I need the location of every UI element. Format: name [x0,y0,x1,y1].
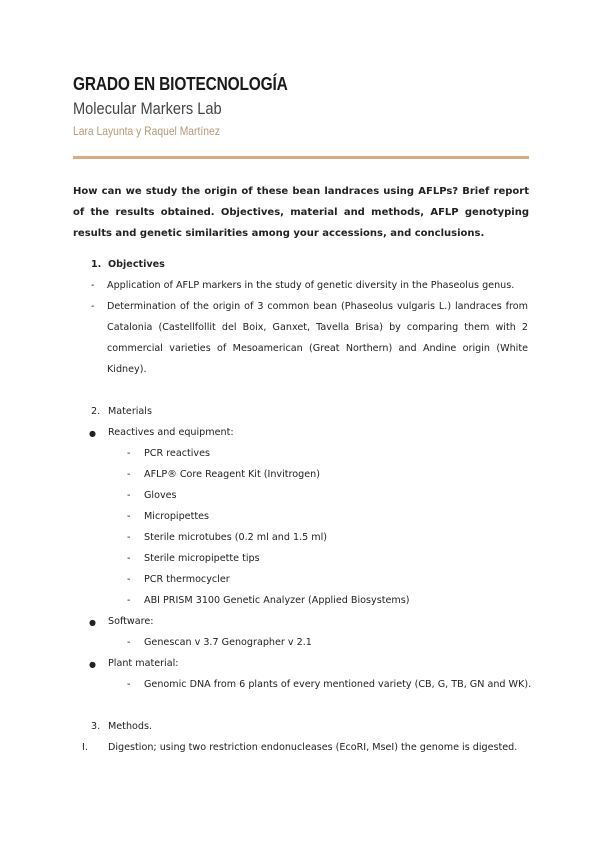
objective-item-1: Application of AFLP markers in the study of genetic diversity in the Phaseolus genus. [107,280,515,291]
reactive-item: Micropipettes [144,511,209,522]
dash-marker: - [127,469,131,480]
dash-marker: - [127,448,131,459]
section-number-objectives: 1. [91,259,102,270]
reactive-item: ABI PRISM 3100 Genetic Analyzer (Applied Biosystems) [144,595,410,606]
bullet-marker: ● [89,660,96,669]
reactive-item: PCR thermocycler [144,574,230,585]
header-divider [73,156,529,159]
section-number-methods: 3. [91,721,101,732]
dash-marker: - [127,532,131,543]
section-heading-methods: Methods. [108,721,153,732]
document-title: GRADO EN BIOTECNOLOGÍA [73,74,288,94]
dash-marker: - [127,595,131,606]
dash-marker: - [91,280,95,291]
dash-marker: - [127,574,131,585]
reactive-item: Sterile microtubes (0.2 ml and 1.5 ml) [144,532,328,543]
method-step-1: Digestion; using two restriction endonucleases (EcoRI, MseI) the genome is digested. [108,742,518,753]
section-number-materials: 2. [91,406,101,417]
reactives-label: Reactives and equipment: [108,427,234,438]
dash-marker: - [127,511,131,522]
assignment-question: How can we study the origin of these bean landraces using AFLPs? Brief report of the results obtained. Objectives, material and methods, AFLP genotyping results and genetic similarities among your accessions, and conclusions. [73,186,529,239]
reactive-item: PCR reactives [144,448,210,459]
objective-item-2: Determination of the origin of 3 common bean (Phaseolus vulgaris L.) landraces from Catalonia (Castellfollit del Boix, Ganxet, Tavella Brisa) by comparing them with 2 commercial varieties of Mesoamerican (Great Northern) and Andine origin (White Kidney). [107,301,528,375]
reactive-item: AFLP® Core Reagent Kit (Invitrogen) [144,469,320,480]
document-authors: Lara Layunta y Raquel Martínez [73,124,220,138]
plant-material-item: Genomic DNA from 6 plants of every mentioned variety (CB, G, TB, GN and WK). [144,679,532,690]
dash-marker: - [127,679,131,690]
method-step-marker: I. [82,742,88,753]
reactive-item: Gloves [144,490,177,501]
section-heading-objectives: Objectives [108,259,165,270]
section-heading-materials: Materials [108,406,152,417]
dash-marker: - [127,553,131,564]
software-item: Genescan v 3.7 Genographer v 2.1 [144,637,312,648]
bullet-marker: ● [89,429,96,438]
plant-material-label: Plant material: [108,658,179,669]
reactive-item: Sterile micropipette tips [144,553,260,564]
bullet-marker: ● [89,618,96,627]
software-label: Software: [108,616,154,627]
dash-marker: - [127,637,131,648]
dash-marker: - [91,301,95,312]
dash-marker: - [127,490,131,501]
document-subtitle: Molecular Markers Lab [73,99,222,118]
